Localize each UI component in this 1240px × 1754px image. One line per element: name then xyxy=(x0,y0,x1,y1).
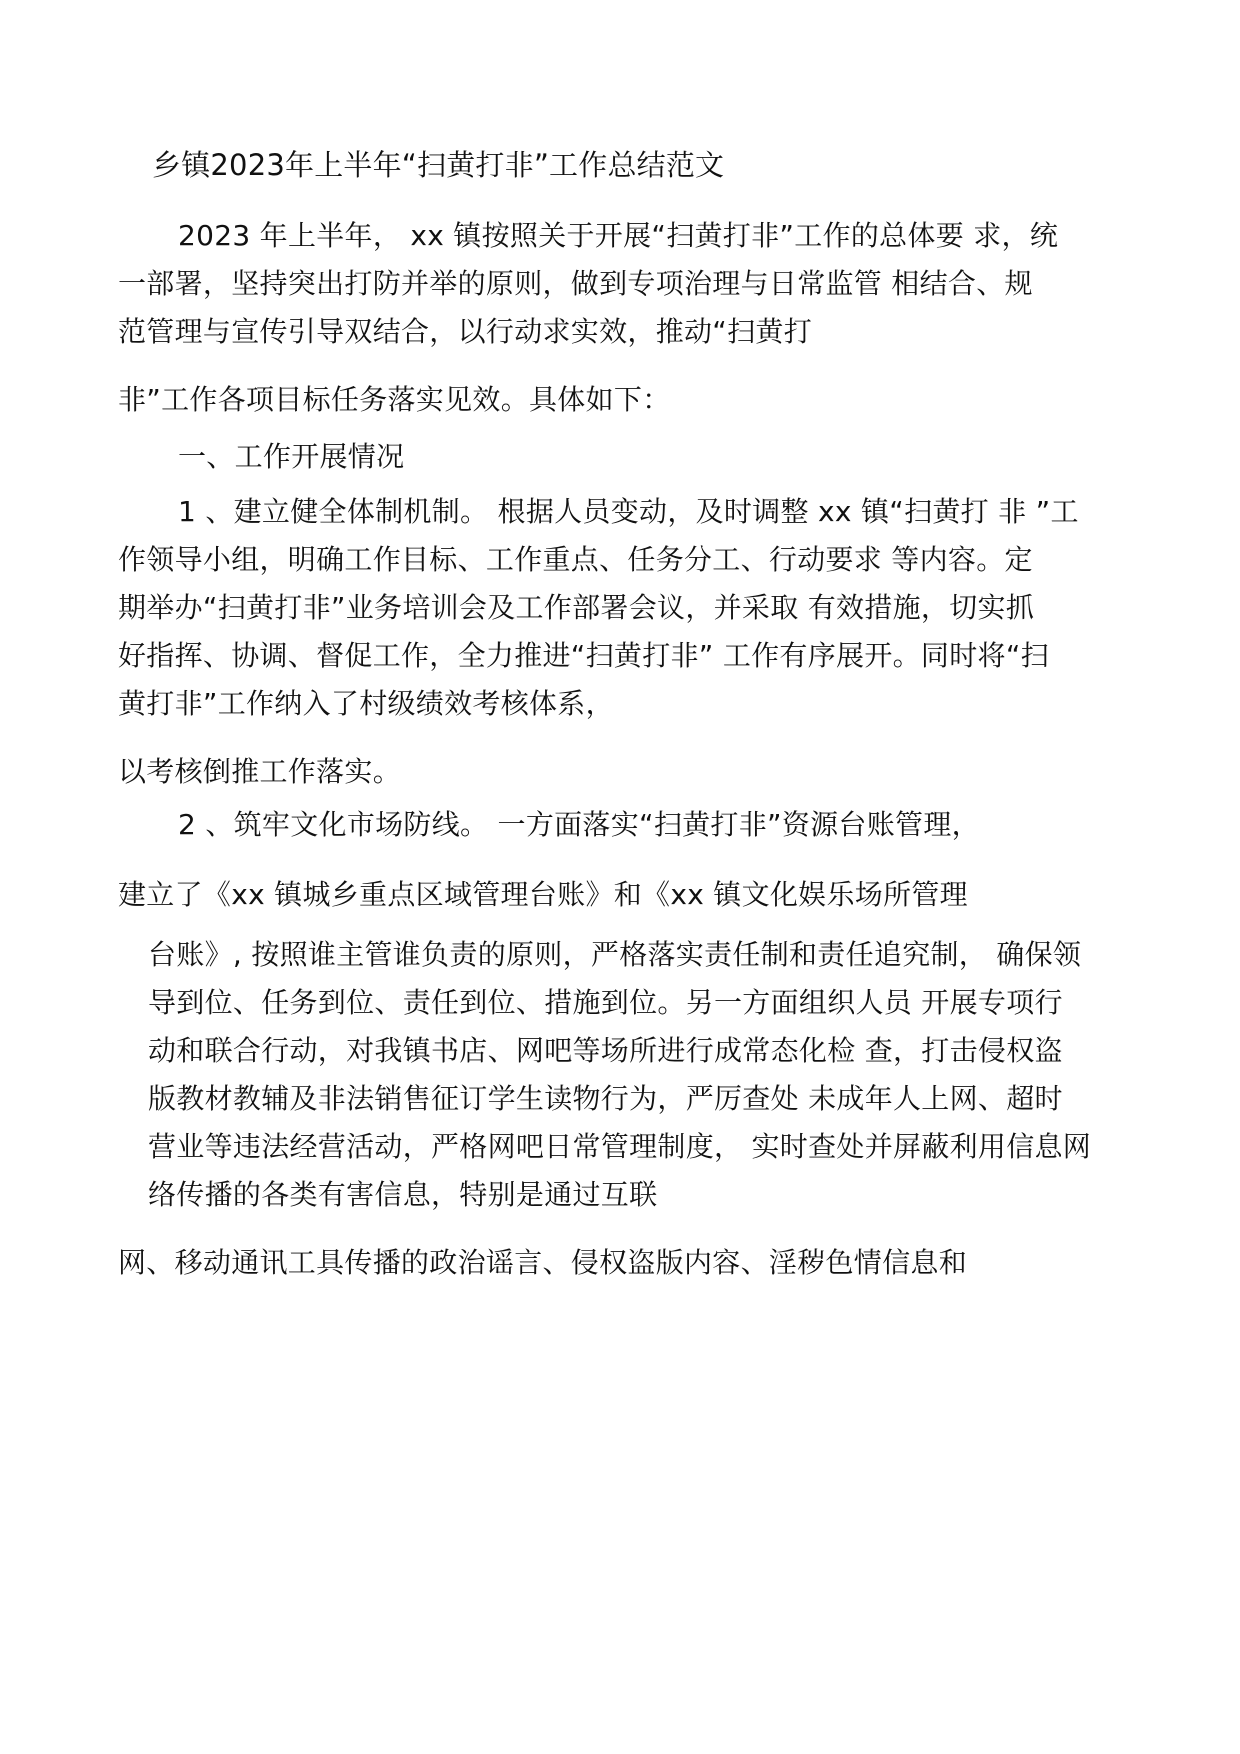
paragraph-line: 1 、建立健全体制机制。 根据人员变动，及时调整 xx 镇“扫黄打 非 ”工 xyxy=(178,495,1079,528)
section-heading: 一、工作开展情况 xyxy=(178,440,405,473)
paragraph-line: 2 、筑牢文化市场防线。 一方面落实“扫黄打非”资源台账管理， xyxy=(178,808,980,841)
paragraph-line: 以考核倒推工作落实。 xyxy=(118,755,402,788)
paragraph-line: 非”工作各项目标任务落实见效。具体如下： xyxy=(118,383,671,416)
paragraph-line: 期举办“扫黄打非”业务培训会及工作部署会议，并采取 有效措施，切实抓 xyxy=(118,591,1035,624)
paragraph-line: 导到位、任务到位、责任到位、措施到位。另一方面组织人员 开展专项行 xyxy=(148,986,1063,1019)
paragraph-line: 动和联合行动，对我镇书店、网吧等场所进行成常态化检 查，打击侵权盗 xyxy=(148,1034,1063,1067)
paragraph-line: 范管理与宣传引导双结合，以行动求实效，推动“扫黄打 xyxy=(118,315,813,348)
paragraph-line: 建立了《xx 镇城乡重点区域管理台账》和《xx 镇文化娱乐场所管理 xyxy=(118,878,968,911)
paragraph-line: 作领导小组，明确工作目标、工作重点、任务分工、行动要求 等内容。定 xyxy=(118,543,1033,576)
paragraph-line: 网、移动通讯工具传播的政治谣言、侵权盗版内容、淫秽色情信息和 xyxy=(118,1246,968,1279)
document-title: 乡镇2023年上半年“扫黄打非”工作总结范文 xyxy=(152,148,725,182)
paragraph-line: 黄打非”工作纳入了村级绩效考核体系， xyxy=(118,687,614,720)
paragraph-line: 一部署，坚持突出打防并举的原则，做到专项治理与日常监管 相结合、规 xyxy=(118,267,1033,300)
paragraph-line: 台账》, 按照谁主管谁负责的原则，严格落实责任制和责任追究制， 确保领 xyxy=(148,938,1082,971)
paragraph-line: 好指挥、协调、督促工作，全力推进“扫黄打非” 工作有序展开。同时将“扫 xyxy=(118,639,1049,672)
paragraph-line: 2023 年上半年， xx 镇按照关于开展“扫黄打非”工作的总体要 求，统 xyxy=(178,219,1059,252)
paragraph-line: 络传播的各类有害信息，特别是通过互联 xyxy=(148,1178,658,1211)
paragraph-line: 版教材教辅及非法销售征订学生读物行为，严厉查处 未成年人上网、超时 xyxy=(148,1082,1063,1115)
paragraph-line: 营业等违法经营活动，严格网吧日常管理制度， 实时查处并屏蔽利用信息网 xyxy=(148,1130,1092,1163)
